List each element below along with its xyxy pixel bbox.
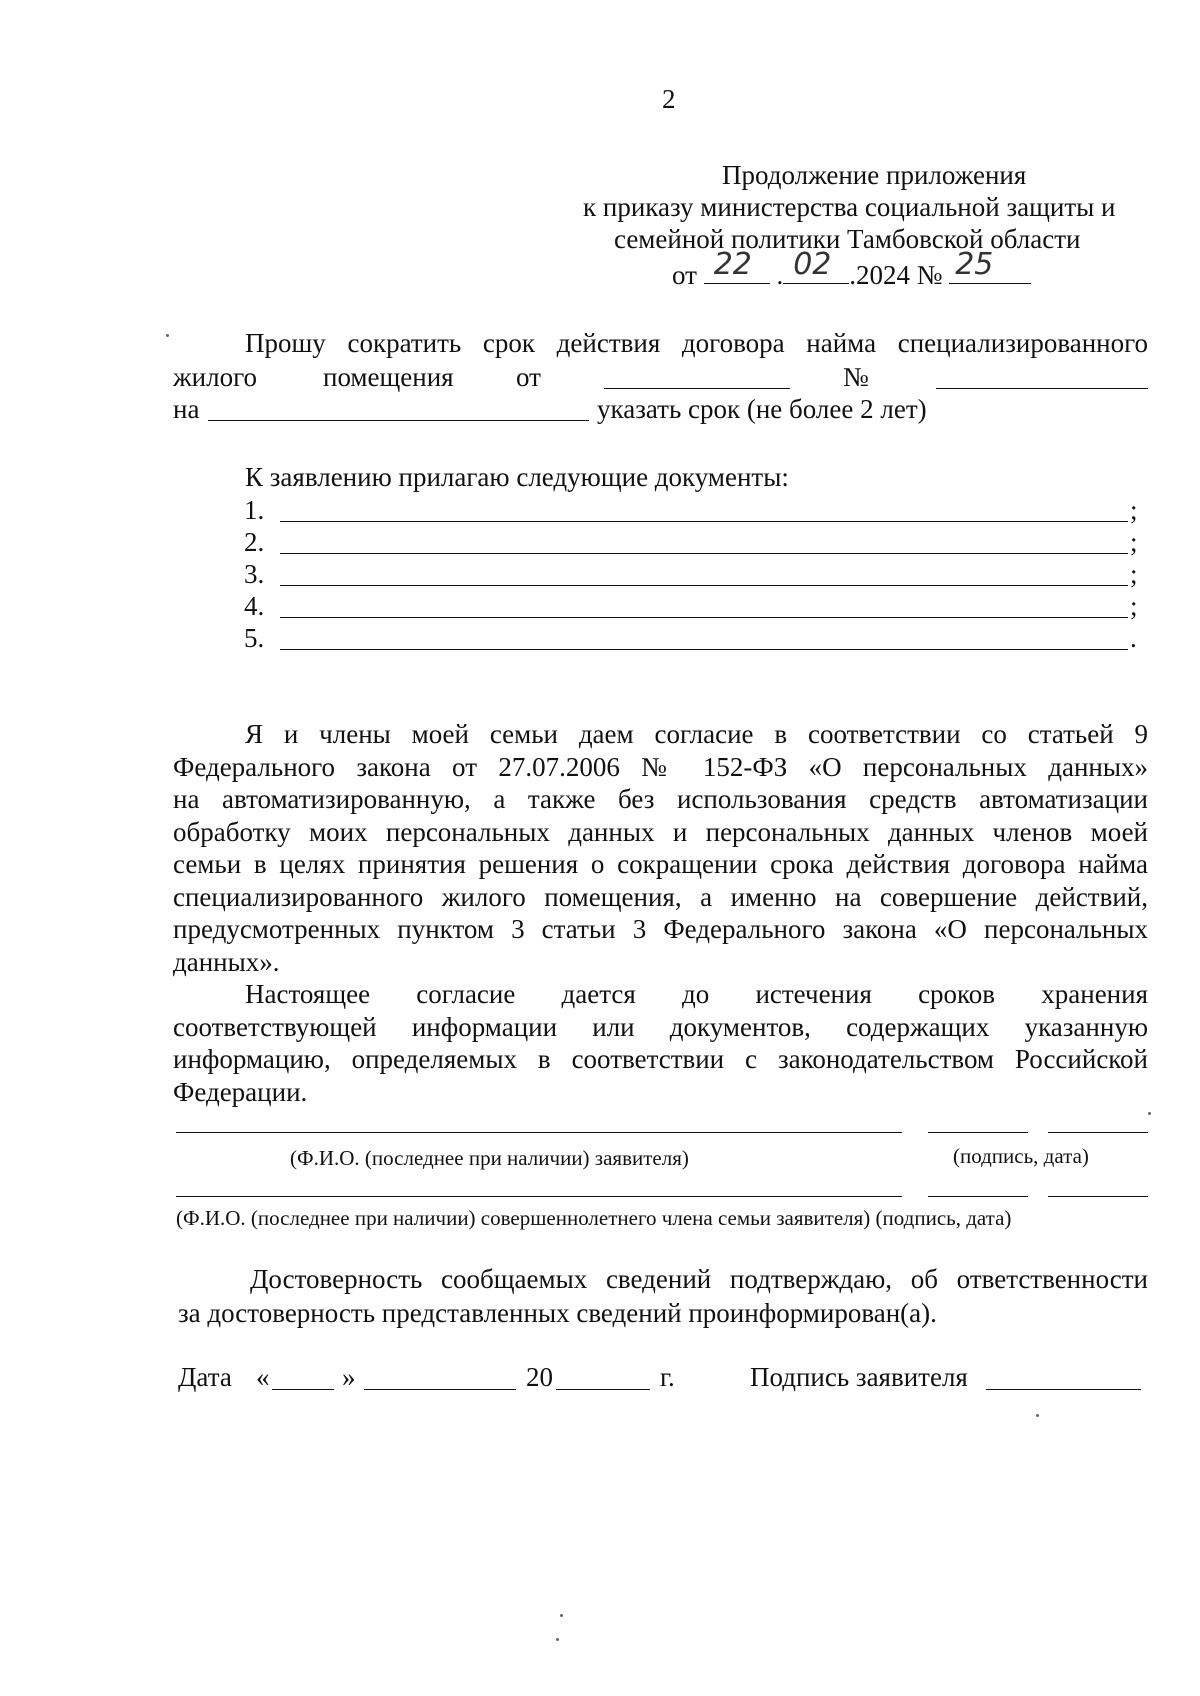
item-end: ; — [1130, 527, 1138, 557]
consent-line: обработку моих персональных данных и персональных данных членов моей — [173, 816, 1148, 847]
item-number: 2. — [244, 527, 265, 557]
document-fill-line — [280, 617, 1128, 618]
date-day-field — [704, 247, 770, 284]
consent-line: на автоматизированную, а также без использования средств автоматизации — [173, 784, 1148, 814]
scan-speck — [1036, 1414, 1039, 1417]
header-line-1: Продолжение приложения — [722, 160, 1027, 190]
confirmation-paragraph — [178, 1262, 1148, 1330]
document-fill-line — [280, 553, 1128, 554]
word-zhilogo: жилого — [173, 362, 257, 392]
header-line-2: к приказу министерства социальной защиты и — [583, 192, 1116, 222]
scan-speck — [1148, 1112, 1151, 1115]
century: 20 — [526, 1362, 553, 1392]
date-year: .2024 № — [849, 260, 943, 290]
consent-line: информацию, определяемых в соответствии с законодательством Российской — [173, 1044, 1148, 1074]
applicant-name-caption: (Ф.И.О. (последнее при наличии) заявителя) — [290, 1146, 689, 1170]
close-quote: » — [342, 1362, 356, 1392]
item-number: 4. — [244, 591, 265, 621]
document-fill-line — [280, 649, 1128, 650]
signature-label: Подпись заявителя — [750, 1362, 968, 1392]
page-number: 2 — [662, 84, 676, 114]
order-number-field — [949, 247, 1031, 284]
consent-paragraph-1 — [173, 718, 1148, 978]
document-item — [244, 495, 1144, 527]
consent-line: специализированного жилого помещения, а именно на совершение действий, — [173, 881, 1148, 912]
consent-line: Я и члены моей семьи даем согласие в соответствии со статьей 9 — [245, 719, 1148, 749]
item-number: 3. — [244, 559, 265, 589]
day-line — [272, 1389, 334, 1390]
word-number: № — [843, 362, 869, 392]
consent-line-last: Федерации. — [173, 1076, 308, 1107]
handwritten-order-number: 25 — [955, 247, 994, 282]
applicant-date-line — [1048, 1132, 1148, 1133]
item-number: 5. — [244, 623, 265, 653]
item-end: ; — [1130, 559, 1138, 589]
scan-speck — [556, 1638, 559, 1641]
consent-line: Настоящее согласие дается до истечения сроков хранения — [245, 979, 1148, 1009]
member-date-line — [1048, 1196, 1148, 1197]
word-na: на — [173, 394, 200, 424]
consent-line: соответствующей информации или документов, содержащих указанную — [173, 1011, 1148, 1042]
date-prefix: от — [672, 260, 697, 290]
consent-line: предусмотренных пунктом 3 статьи 3 Федерального закона «О персональных — [173, 914, 1148, 944]
member-name-line — [176, 1196, 902, 1197]
document-fill-line — [280, 585, 1128, 586]
request-line-3 — [173, 394, 1148, 426]
member-caption: (Ф.И.О. (последнее при наличии) совершеннолетнего члена семьи заявителя) (подпись, дата) — [176, 1206, 1012, 1230]
applicant-name-line — [176, 1132, 902, 1133]
word-pomeshcheniya: помещения — [323, 362, 454, 392]
document-item — [244, 623, 1144, 655]
footer-date-row — [178, 1362, 1153, 1396]
handwritten-month: 02 — [793, 247, 832, 282]
documents-heading: К заявлению прилагаю следующие документы: — [245, 462, 789, 492]
consent-line-last: данных». — [173, 946, 280, 977]
open-quote: « — [256, 1362, 270, 1392]
document-item — [244, 559, 1144, 591]
consent-line: Федерального закона от 27.07.2006 № 152-ФЗ «О персональных данных» — [173, 751, 1148, 782]
consent-line: семьи в целях принятия решения о сокращении срока действия договора найма — [173, 849, 1148, 879]
contract-number-line — [936, 388, 1148, 389]
document-fill-line — [280, 521, 1128, 522]
term-line — [208, 420, 589, 421]
term-note: указать срок (не более 2 лет) — [597, 394, 927, 424]
request-line-2 — [173, 362, 1148, 394]
request-line-1: Прошу сократить срок действия договора найма специализированного — [245, 328, 1148, 358]
item-end: ; — [1130, 495, 1138, 525]
date-label: Дата — [178, 1362, 232, 1392]
scan-speck — [166, 334, 169, 337]
word-ot: от — [516, 362, 541, 392]
date-month-field — [783, 247, 849, 284]
year-suffix: г. — [660, 1362, 675, 1392]
item-number: 1. — [244, 495, 265, 525]
header-order-date: от 22 . 02 .2024 № 25 — [672, 257, 1031, 291]
signature-line — [986, 1389, 1141, 1390]
month-line — [364, 1389, 516, 1390]
handwritten-day: 22 — [713, 247, 752, 282]
item-end: . — [1130, 623, 1137, 653]
document-item — [244, 591, 1144, 623]
confirmation-line-1: Достоверность сообщаемых сведений подтверждаю, об ответственности — [250, 1264, 1148, 1294]
scan-speck — [560, 1614, 563, 1617]
confirmation-line-2: за достоверность представленных сведений проинформирован(а). — [178, 1298, 937, 1328]
applicant-sign-caption: (подпись, дата) — [953, 1144, 1089, 1168]
header-line-3: семейной политики Тамбовской области — [614, 224, 1081, 254]
contract-date-line — [604, 388, 790, 389]
consent-paragraph-2 — [173, 978, 1148, 1108]
member-sign-line — [928, 1196, 1028, 1197]
item-end: ; — [1130, 591, 1138, 621]
year-line — [556, 1389, 650, 1390]
applicant-sign-line — [928, 1132, 1028, 1133]
document-item — [244, 527, 1144, 559]
